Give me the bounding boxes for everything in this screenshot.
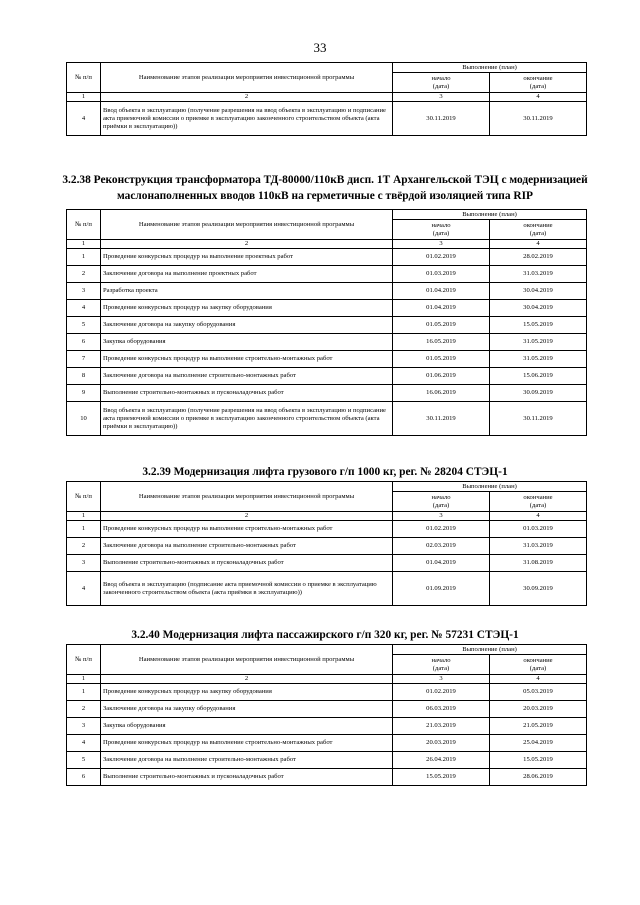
start-date: 01.02.2019 — [393, 684, 490, 701]
start-date: 01.04.2019 — [393, 300, 490, 317]
row-number: 1 — [67, 249, 101, 266]
start-date: 01.05.2019 — [393, 317, 490, 334]
start-date: 30.11.2019 — [393, 402, 490, 436]
index-row — [67, 675, 587, 684]
table-row — [67, 283, 587, 300]
row-number: 2 — [67, 538, 101, 555]
header-start — [393, 73, 490, 93]
end-date: 25.04.2019 — [490, 735, 587, 752]
start-date: 02.03.2019 — [393, 538, 490, 555]
header-end-date-label: (дата) — [529, 664, 547, 672]
header-start — [393, 655, 490, 675]
start-date: 16.05.2019 — [393, 334, 490, 351]
start-date: 01.05.2019 — [393, 351, 490, 368]
header-stage-name: Наименование этапов реализации мероприятия инвестиционной программы — [101, 645, 393, 675]
end-date: 21.05.2019 — [490, 718, 587, 735]
row-number: 4 — [67, 300, 101, 317]
section-heading-line: 3.2.38 Реконструкция трансформатора ТД-80000/110кВ дисп. 1Т Архангельской ТЭЦ с модернизацией — [62, 174, 588, 186]
row-number: 1 — [67, 684, 101, 701]
stage-name: Выполнение строительно-монтажных и пусконаладочных работ — [101, 769, 393, 786]
end-date: 30.09.2019 — [490, 385, 587, 402]
column-index: 3 — [393, 512, 490, 521]
table-row — [67, 572, 587, 606]
column-index: 1 — [67, 93, 101, 102]
header-start-label: начало — [431, 493, 451, 501]
end-date: 30.11.2019 — [490, 402, 587, 436]
header-start-date-label: (дата) — [432, 229, 450, 237]
row-number: 4 — [67, 102, 101, 136]
header-row — [67, 482, 587, 492]
header-plan: Выполнение (план) — [393, 63, 587, 73]
end-date: 30.04.2019 — [490, 300, 587, 317]
end-date: 05.03.2019 — [490, 684, 587, 701]
page-number: 33 — [313, 40, 327, 55]
stage-name: Закупка оборудования — [101, 718, 393, 735]
index-row — [67, 512, 587, 521]
header-end-date-label: (дата) — [529, 229, 547, 237]
column-index: 4 — [490, 512, 587, 521]
schedule-table — [66, 644, 587, 786]
end-date: 15.06.2019 — [490, 368, 587, 385]
end-date: 20.03.2019 — [490, 701, 587, 718]
stage-name: Заключение договора на закупку оборудования — [101, 317, 393, 334]
section-heading-line: 3.2.40 Модернизация лифта пассажирского г/п 320 кг, рег. № 57231 СТЭЦ-1 — [131, 629, 519, 641]
table-row — [67, 249, 587, 266]
stage-name: Проведение конкурсных процедур на выполнение проектных работ — [101, 249, 393, 266]
start-date: 15.05.2019 — [393, 769, 490, 786]
schedule-table — [66, 481, 587, 606]
stage-name: Заключение договора на выполнение строительно-монтажных работ — [101, 752, 393, 769]
end-date: 31.08.2019 — [490, 555, 587, 572]
column-index: 3 — [393, 675, 490, 684]
section-heading — [60, 172, 590, 204]
table-row — [67, 300, 587, 317]
end-date: 30.09.2019 — [490, 572, 587, 606]
row-number: 1 — [67, 521, 101, 538]
header-start-label: начало — [431, 221, 451, 229]
row-number: 2 — [67, 266, 101, 283]
row-number: 3 — [67, 283, 101, 300]
table-row — [67, 718, 587, 735]
table-row — [67, 735, 587, 752]
header-row — [67, 63, 587, 73]
header-number: № п/п — [67, 63, 101, 93]
end-date: 31.03.2019 — [490, 538, 587, 555]
header-end — [490, 655, 587, 675]
row-number: 3 — [67, 555, 101, 572]
table-row — [67, 385, 587, 402]
column-index: 2 — [101, 675, 393, 684]
start-date: 30.11.2019 — [393, 102, 490, 136]
end-date: 28.06.2019 — [490, 769, 587, 786]
column-index: 4 — [490, 675, 587, 684]
row-number: 9 — [67, 385, 101, 402]
header-row — [67, 645, 587, 655]
end-date: 30.04.2019 — [490, 283, 587, 300]
start-date: 01.09.2019 — [393, 572, 490, 606]
schedule-table — [66, 209, 587, 436]
section-heading-line: 3.2.39 Модернизация лифта грузового г/п 1000 кг, рег. № 28204 СТЭЦ-1 — [142, 466, 508, 478]
header-plan: Выполнение (план) — [393, 482, 587, 492]
table-row — [67, 317, 587, 334]
header-end-label: окончание — [523, 493, 553, 501]
header-stage-name: Наименование этапов реализации мероприятия инвестиционной программы — [101, 63, 393, 93]
row-number: 10 — [67, 402, 101, 436]
column-index: 3 — [393, 240, 490, 249]
row-number: 6 — [67, 334, 101, 351]
header-number: № п/п — [67, 482, 101, 512]
header-start — [393, 220, 490, 240]
stage-name: Ввод объекта в эксплуатацию (получение разрешения на ввод объекта в эксплуатацию и подписание акта приемочной комиссии о приемке в эксплуатацию законченного строительством объекта (акта приёмки в эксплуатацию)) — [101, 402, 393, 436]
header-plan: Выполнение (план) — [393, 645, 587, 655]
stage-name: Проведение конкурсных процедур на выполнение строительно-монтажных работ — [101, 351, 393, 368]
column-index: 4 — [490, 93, 587, 102]
row-number: 2 — [67, 701, 101, 718]
start-date: 16.06.2019 — [393, 385, 490, 402]
stage-name: Разработка проекта — [101, 283, 393, 300]
row-number: 3 — [67, 718, 101, 735]
stage-name: Проведение конкурсных процедур на закупку оборудования — [101, 684, 393, 701]
header-end-date-label: (дата) — [529, 82, 547, 90]
header-start-label: начало — [431, 656, 451, 664]
stage-name: Заключение договора на выполнение строительно-монтажных работ — [101, 368, 393, 385]
index-row — [67, 240, 587, 249]
stage-name: Заключение договора на выполнение строительно-монтажных работ — [101, 538, 393, 555]
schedule-table — [66, 62, 587, 136]
end-date: 01.03.2019 — [490, 521, 587, 538]
column-index: 1 — [67, 240, 101, 249]
header-start — [393, 492, 490, 512]
table-row — [67, 769, 587, 786]
section-heading — [60, 464, 590, 480]
column-index: 1 — [67, 675, 101, 684]
header-end — [490, 73, 587, 93]
header-end-label: окончание — [523, 74, 553, 82]
table-row — [67, 351, 587, 368]
row-number: 8 — [67, 368, 101, 385]
start-date: 01.02.2019 — [393, 249, 490, 266]
header-end-label: окончание — [523, 221, 553, 229]
stage-name: Выполнение строительно-монтажных и пусконаладочных работ — [101, 555, 393, 572]
stage-name: Проведение конкурсных процедур на выполнение строительно-монтажных работ — [101, 735, 393, 752]
header-start-date-label: (дата) — [432, 501, 450, 509]
header-end — [490, 220, 587, 240]
header-start-date-label: (дата) — [432, 82, 450, 90]
stage-name: Выполнение строительно-монтажных и пусконаладочных работ — [101, 385, 393, 402]
stage-name: Закупка оборудования — [101, 334, 393, 351]
row-number: 5 — [67, 752, 101, 769]
stage-name: Проведение конкурсных процедур на выполнение строительно-монтажных работ — [101, 521, 393, 538]
table-row — [67, 102, 587, 136]
start-date: 06.03.2019 — [393, 701, 490, 718]
stage-name: Ввод объекта в эксплуатацию (подписание акта приемочной комиссии о приемке в эксплуатацию законченного строительством объекта (акта приёмки в эксплуатацию)) — [101, 572, 393, 606]
header-stage-name: Наименование этапов реализации мероприятия инвестиционной программы — [101, 210, 393, 240]
header-end — [490, 492, 587, 512]
end-date: 15.05.2019 — [490, 317, 587, 334]
section-heading — [60, 627, 590, 643]
header-stage-name: Наименование этапов реализации мероприятия инвестиционной программы — [101, 482, 393, 512]
header-number: № п/п — [67, 645, 101, 675]
table-row — [67, 752, 587, 769]
table-row — [67, 701, 587, 718]
start-date: 26.04.2019 — [393, 752, 490, 769]
header-start-date-label: (дата) — [432, 664, 450, 672]
start-date: 20.03.2019 — [393, 735, 490, 752]
row-number: 6 — [67, 769, 101, 786]
row-number: 4 — [67, 735, 101, 752]
end-date: 30.11.2019 — [490, 102, 587, 136]
section-heading-line: маслонаполненных вводов 110кВ на герметичные с твёрдой изоляцией типа RIP — [116, 190, 534, 202]
start-date: 01.06.2019 — [393, 368, 490, 385]
end-date: 31.05.2019 — [490, 351, 587, 368]
end-date: 28.02.2019 — [490, 249, 587, 266]
table-row — [67, 266, 587, 283]
column-index: 4 — [490, 240, 587, 249]
header-number: № п/п — [67, 210, 101, 240]
column-index: 3 — [393, 93, 490, 102]
row-number: 5 — [67, 317, 101, 334]
column-index: 2 — [101, 93, 393, 102]
stage-name: Заключение договора на закупку оборудования — [101, 701, 393, 718]
header-row — [67, 210, 587, 220]
start-date: 21.03.2019 — [393, 718, 490, 735]
end-date: 31.05.2019 — [490, 334, 587, 351]
header-start-label: начало — [431, 74, 451, 82]
header-end-date-label: (дата) — [529, 501, 547, 509]
stage-name: Ввод объекта в эксплуатацию (получение разрешения на ввод объекта в эксплуатацию и подписание акта приемочной комиссии о приемке в эксплуатацию законченного строительством объекта (акта приёмки в эксплуатацию)) — [101, 102, 393, 136]
column-index: 1 — [67, 512, 101, 521]
header-end-label: окончание — [523, 656, 553, 664]
row-number: 4 — [67, 572, 101, 606]
start-date: 01.02.2019 — [393, 521, 490, 538]
header-plan: Выполнение (план) — [393, 210, 587, 220]
table-row — [67, 555, 587, 572]
end-date: 15.05.2019 — [490, 752, 587, 769]
start-date: 01.04.2019 — [393, 555, 490, 572]
column-index: 2 — [101, 512, 393, 521]
table-row — [67, 402, 587, 436]
start-date: 01.03.2019 — [393, 266, 490, 283]
row-number: 7 — [67, 351, 101, 368]
table-row — [67, 521, 587, 538]
table-row — [67, 684, 587, 701]
end-date: 31.03.2019 — [490, 266, 587, 283]
stage-name: Проведение конкурсных процедур на закупку оборудования — [101, 300, 393, 317]
index-row — [67, 93, 587, 102]
table-row — [67, 368, 587, 385]
column-index: 2 — [101, 240, 393, 249]
stage-name: Заключение договора на выполнение проектных работ — [101, 266, 393, 283]
table-row — [67, 334, 587, 351]
table-row — [67, 538, 587, 555]
start-date: 01.04.2019 — [393, 283, 490, 300]
